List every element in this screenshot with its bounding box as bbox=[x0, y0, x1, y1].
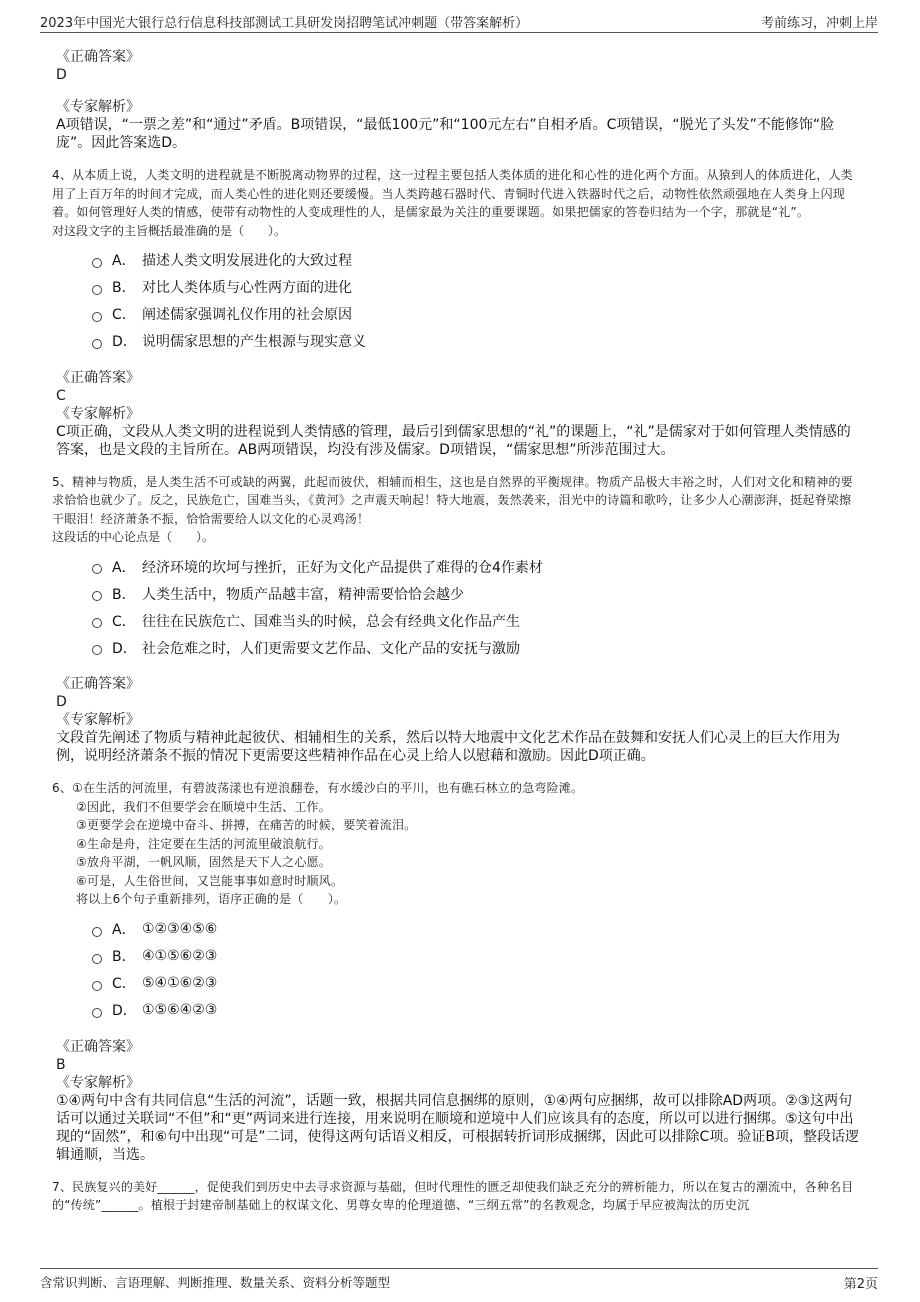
correct-answer: D bbox=[56, 694, 67, 710]
question-ask: 对这段文字的主旨概括最准确的是（ ）。 bbox=[52, 223, 287, 238]
option-letter: C． bbox=[112, 613, 136, 630]
option-text: 社会危难之时，人们更需要文艺作品、文化产品的安抚与激励 bbox=[142, 640, 520, 657]
radio-icon[interactable] bbox=[92, 339, 102, 349]
option-letter: D． bbox=[112, 334, 137, 350]
option-b[interactable] bbox=[92, 580, 862, 607]
footer-topics: 含常识判断、言语理解、判断推理、数量关系、资料分析等题型 bbox=[40, 1275, 391, 1290]
option-letter: A． bbox=[112, 922, 136, 938]
sentence-3: ③更要学会在逆境中奋斗、拼搏，在痛苦的时候，要笑着流泪。 bbox=[76, 818, 417, 832]
correct-answer: B bbox=[56, 1056, 66, 1073]
option-list bbox=[92, 247, 862, 355]
page-number: 第2页 bbox=[843, 1277, 878, 1292]
page-footer bbox=[40, 1268, 878, 1291]
option-text: 对比人类体质与心性两方面的进化 bbox=[142, 280, 352, 296]
question-stem: 5、精神与物质，是人类生活不可或缺的两翼，此起而彼伏，相辅而相生，这也是自然界的平衡规律。物质产品极大丰裕之时，人们对文化和精神的要求恰恰也就少了。反之，民族危亡，国难当头，《黄河》之声震天响起！特大地震，轰然袭来，泪光中的诗篇和歌吟，让多少人心潮澎湃，挺起脊梁擦干眼泪！经济萧条不振，恰恰需要给人以文化的心灵鸡汤！ bbox=[52, 474, 853, 526]
header-slogan: 考前练习，冲刺上岸 bbox=[760, 16, 878, 31]
question-ask: 将以上6个句子重新排列，语序正确的是（ ）。 bbox=[76, 892, 347, 906]
correct-answer: C bbox=[56, 387, 66, 404]
option-text: ①⑤⑥④②③ bbox=[142, 1002, 218, 1018]
sentence-4: ④生命是舟，注定要在生活的河流里破浪航行。 bbox=[76, 836, 331, 851]
option-d[interactable] bbox=[92, 328, 862, 355]
option-b[interactable] bbox=[92, 943, 862, 970]
option-b[interactable] bbox=[92, 274, 862, 301]
sentence-5: ⑤放舟平湖，一帆风顺，固然是天下人之心愿。 bbox=[76, 855, 331, 869]
analysis-text: A项错误，“一票之差”和“通过”矛盾。B项错误，“最低100元”和“100元左右”自相矛盾。C项错误，“脱光了头发”不能修饰“脸庞”。因此答案选D。 bbox=[56, 117, 835, 151]
question-stem: 4、从本质上说，人类文明的进程就是不断脱离动物界的过程，这一过程主要包括人类体质的进化和心性的进化两个方面。从猿到人的体质进化，人类用了上百万年的时间才完成，而人类心性的进化则还要缓慢。当人类跨越石器时代、青铜时代进入铁器时代之后，动物性依然顽强地在人类身上闪现着。如何管理好人类的情感，使带有动物性的人变成理性的人，是儒家最为关注的重要课题。如果把儒家的答卷归结为一个字，那就是“礼”。 bbox=[52, 168, 853, 219]
correct-answer-label: 《正确答案》 bbox=[56, 49, 140, 65]
radio-icon[interactable] bbox=[92, 285, 102, 295]
question-ask: 这段话的中心论点是（ ）。 bbox=[52, 530, 215, 544]
analysis-text: ①④两句中含有共同信息“生活的河流”，话题一致，根据共同信息捆绑的原则，①④两句应捆绑，故可以排除AD两项。②③这两句话可以通过关联词“不但”和“更”两词来进行连接，用来说明在顺境和逆境中人们应该具有的态度，所以可以进行捆绑。⑤这句中出现的“固然”，和⑥句中出现“可是”二词，使得这两句话语义相反，可根据转折词形成捆绑，因此可以排除C项。验证B项，整段话逻辑通顺，当选。 bbox=[56, 1092, 859, 1163]
option-letter: B． bbox=[112, 586, 136, 603]
document-title: 2023年中国光大银行总行信息科技部测试工具研发岗招聘笔试冲刺题（带答案解析） bbox=[40, 16, 529, 31]
radio-icon[interactable] bbox=[92, 618, 102, 628]
sentence-6: ⑥可是，人生俗世间，又岂能事事如意时时顺风。 bbox=[76, 873, 344, 888]
question-stem: 6、①在生活的河流里，有碧波荡漾也有逆浪翻卷，有水缓沙白的平川，也有礁石林立的急弯险滩。 bbox=[52, 781, 584, 795]
radio-icon[interactable] bbox=[92, 645, 102, 655]
analysis-text: C项正确，文段从人类文明的进程说到人类情感的管理，最后引到儒家思想的“礼”的课题上，“礼”是儒家对于如何管理人类情感的答案，也是文段的主旨所在。AB两项错误，均没有涉及儒家。D项错误，“儒家思想”所涉范围过大。 bbox=[56, 423, 851, 458]
option-a[interactable] bbox=[92, 247, 862, 274]
option-text: ④①⑤⑥②③ bbox=[142, 948, 218, 964]
option-d[interactable] bbox=[92, 634, 862, 661]
analysis-text: 文段首先阐述了物质与精神此起彼伏、相辅相生的关系，然后以特大地震中文化艺术作品在鼓舞和安抚人们心灵上的巨大作用为例，说明经济萧条不振的情况下更需要这些精神作品在心灵上给人以慰藉和激励。因此D项正确。 bbox=[56, 730, 840, 764]
option-text: 往往在民族危亡、国难当头的时候，总会有经典文化作品产生 bbox=[142, 613, 520, 630]
option-list bbox=[92, 553, 862, 661]
option-text: ⑤④①⑥②③ bbox=[142, 975, 218, 991]
correct-answer-label: 《正确答案》 bbox=[56, 369, 140, 386]
radio-icon[interactable] bbox=[92, 591, 102, 601]
page-header bbox=[40, 8, 878, 33]
correct-answer-label: 《正确答案》 bbox=[56, 1038, 140, 1055]
radio-icon[interactable] bbox=[92, 981, 102, 991]
analysis-label: 《专家解析》 bbox=[56, 1074, 140, 1091]
correct-answer: D bbox=[56, 67, 67, 83]
radio-icon[interactable] bbox=[92, 927, 102, 937]
radio-icon[interactable] bbox=[92, 564, 102, 574]
radio-icon[interactable] bbox=[92, 1008, 102, 1018]
option-letter: A． bbox=[112, 559, 136, 576]
option-text: ①②③④⑤⑥ bbox=[142, 921, 218, 937]
option-text: 阐述儒家强调礼仪作用的社会原因 bbox=[142, 307, 352, 323]
option-letter: D． bbox=[112, 1003, 137, 1019]
question-stem: 7、民族复兴的美好______，促使我们到历史中去寻求资源与基础，但时代理性的匮乏却使我们缺乏充分的辨析能力，所以在复古的潮流中，各种名目的“传统”______。植根于封建帝制基础上的权谋文化、男尊女卑的伦理道德、“三纲五常”的名教观念，均属于早应被淘汰的历史沉 bbox=[52, 1179, 854, 1212]
radio-icon[interactable] bbox=[92, 312, 102, 322]
option-letter: D． bbox=[112, 640, 137, 657]
sentence-2: ②因此，我们不但要学会在顺境中生活、工作。 bbox=[76, 799, 331, 814]
option-c[interactable] bbox=[92, 970, 862, 997]
option-letter: B． bbox=[112, 280, 136, 296]
correct-answer-label: 《正确答案》 bbox=[56, 676, 140, 692]
option-letter: C． bbox=[112, 976, 136, 992]
option-a[interactable] bbox=[92, 553, 862, 580]
option-letter: C． bbox=[112, 307, 136, 323]
option-text: 描述人类文明发展进化的大致过程 bbox=[142, 253, 352, 269]
analysis-label: 《专家解析》 bbox=[56, 712, 140, 728]
option-list bbox=[92, 916, 862, 1024]
option-text: 经济环境的坎坷与挫折，正好为文化产品提供了难得的仓4作素材 bbox=[142, 559, 543, 576]
option-letter: B． bbox=[112, 949, 136, 965]
page-content bbox=[52, 42, 862, 1215]
option-letter: A． bbox=[112, 253, 136, 269]
option-c[interactable] bbox=[92, 301, 862, 328]
option-text: 人类生活中，物质产品越丰富，精神需要恰恰会越少 bbox=[142, 586, 464, 603]
analysis-label: 《专家解析》 bbox=[56, 99, 140, 115]
radio-icon[interactable] bbox=[92, 954, 102, 964]
option-d[interactable] bbox=[92, 997, 862, 1024]
analysis-label: 《专家解析》 bbox=[56, 405, 140, 422]
option-c[interactable] bbox=[92, 607, 862, 634]
option-text: 说明儒家思想的产生根源与现实意义 bbox=[142, 334, 366, 350]
option-a[interactable] bbox=[92, 916, 862, 943]
radio-icon[interactable] bbox=[92, 258, 102, 268]
